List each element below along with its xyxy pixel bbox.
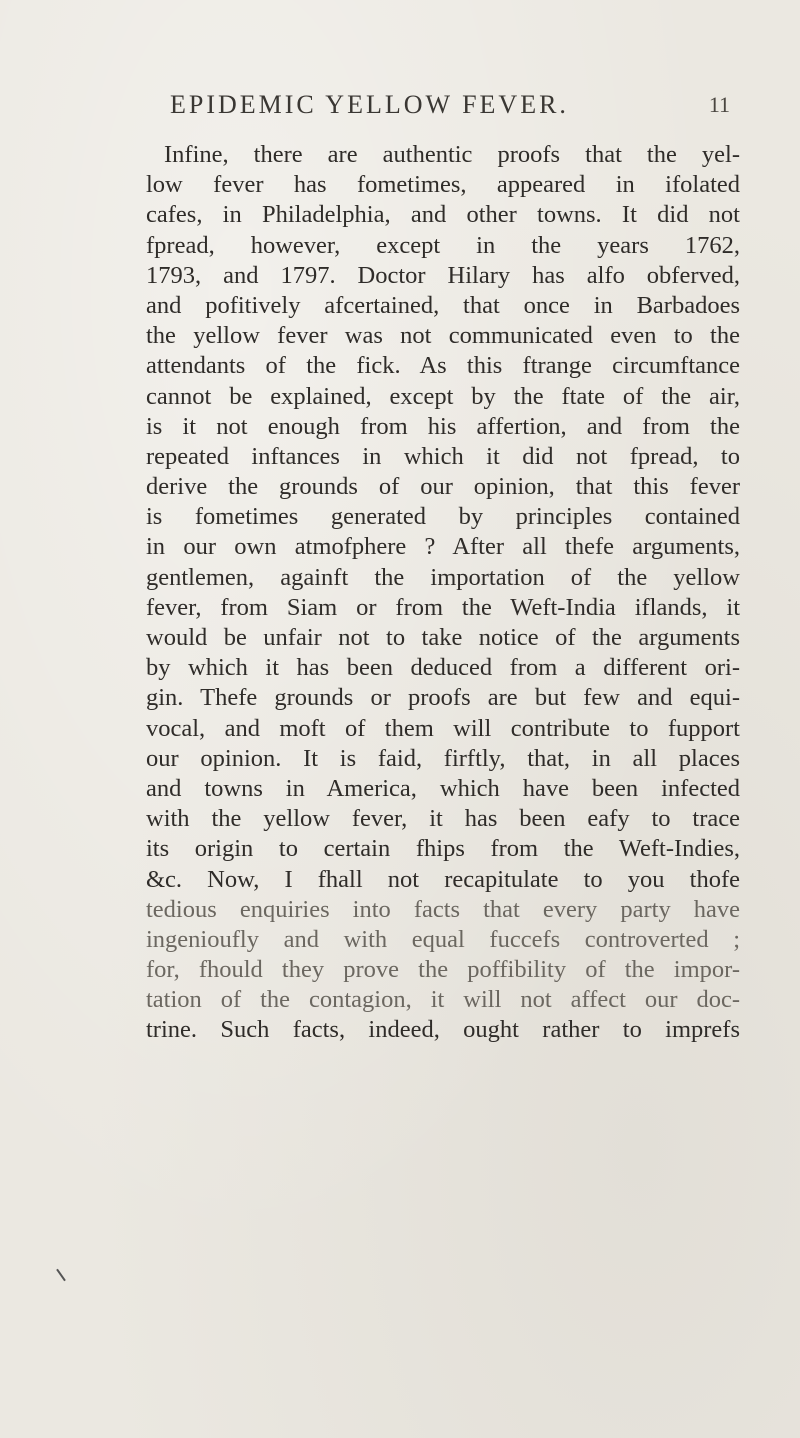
text-line: its origin to certain fhips from the Weft-Indies, <box>146 835 740 863</box>
text-line: fever, from Siam or from the Weft-India iflands, it <box>146 593 740 621</box>
text-line: the yellow fever was not communicated even to the <box>146 322 740 350</box>
text-line: in our own atmofphere ? After all thefe arguments, <box>146 533 740 561</box>
running-head <box>170 90 730 122</box>
text-line: attendants of the fick. As this ftrange circumftance <box>146 352 740 380</box>
text-line: would be unfair not to take notice of the arguments <box>146 624 740 651</box>
text-line: fpread, however, except in the years 1762, <box>146 231 740 259</box>
running-title: EPIDEMIC YELLOW FEVER. <box>170 90 569 119</box>
text-line: Infine, there are authentic proofs that the yel- <box>164 141 740 168</box>
text-line: cannot be explained, except by the ftate of the air, <box>146 382 740 410</box>
margin-mark <box>56 1269 66 1282</box>
text-line: &c. Now, I fhall not recapitulate to you thofe <box>146 865 740 893</box>
text-line: vocal, and moft of them will contribute to fupport <box>146 714 740 742</box>
text-line: ingenioufly and with equal fuccefs controverted ; <box>146 925 740 953</box>
text-line: with the yellow fever, it has been eafy to trace <box>146 805 740 833</box>
text-line: repeated inftances in which it did not fpread, to <box>146 442 740 470</box>
text-line: gentlemen, againft the importation of the yellow <box>146 563 740 591</box>
text-line: our opinion. It is faid, firftly, that, in all places <box>146 744 740 772</box>
text-line: trine. Such facts, indeed, ought rather to imprefs <box>146 1016 740 1044</box>
text-line: gin. Thefe grounds or proofs are but few and equi- <box>146 684 740 712</box>
text-line: and pofitively afcertained, that once in Barbadoes <box>146 291 740 319</box>
text-line: 1793, and 1797. Doctor Hilary has alfo obferved, <box>146 261 740 289</box>
text-line: is it not enough from his affertion, and from the <box>146 412 740 440</box>
text-line: tedious enquiries into facts that every party have <box>146 895 740 923</box>
text-line: tation of the contagion, it will not affect our doc- <box>146 986 740 1014</box>
text-line: derive the grounds of our opinion, that this fever <box>146 473 740 501</box>
text-line: by which it has been deduced from a different ori- <box>146 654 740 682</box>
text-line: for, fhould they prove the poffibility of the impor- <box>146 956 740 984</box>
text-line: low fever has fometimes, appeared in ifolated <box>146 171 740 199</box>
page-number: 11 <box>708 92 730 117</box>
text-line: cafes, in Philadelphia, and other towns. It did not <box>146 201 740 229</box>
text-line: and towns in America, which have been infected <box>146 774 740 802</box>
body-text <box>146 140 740 1046</box>
text-line: is fometimes generated by principles contained <box>146 503 740 531</box>
